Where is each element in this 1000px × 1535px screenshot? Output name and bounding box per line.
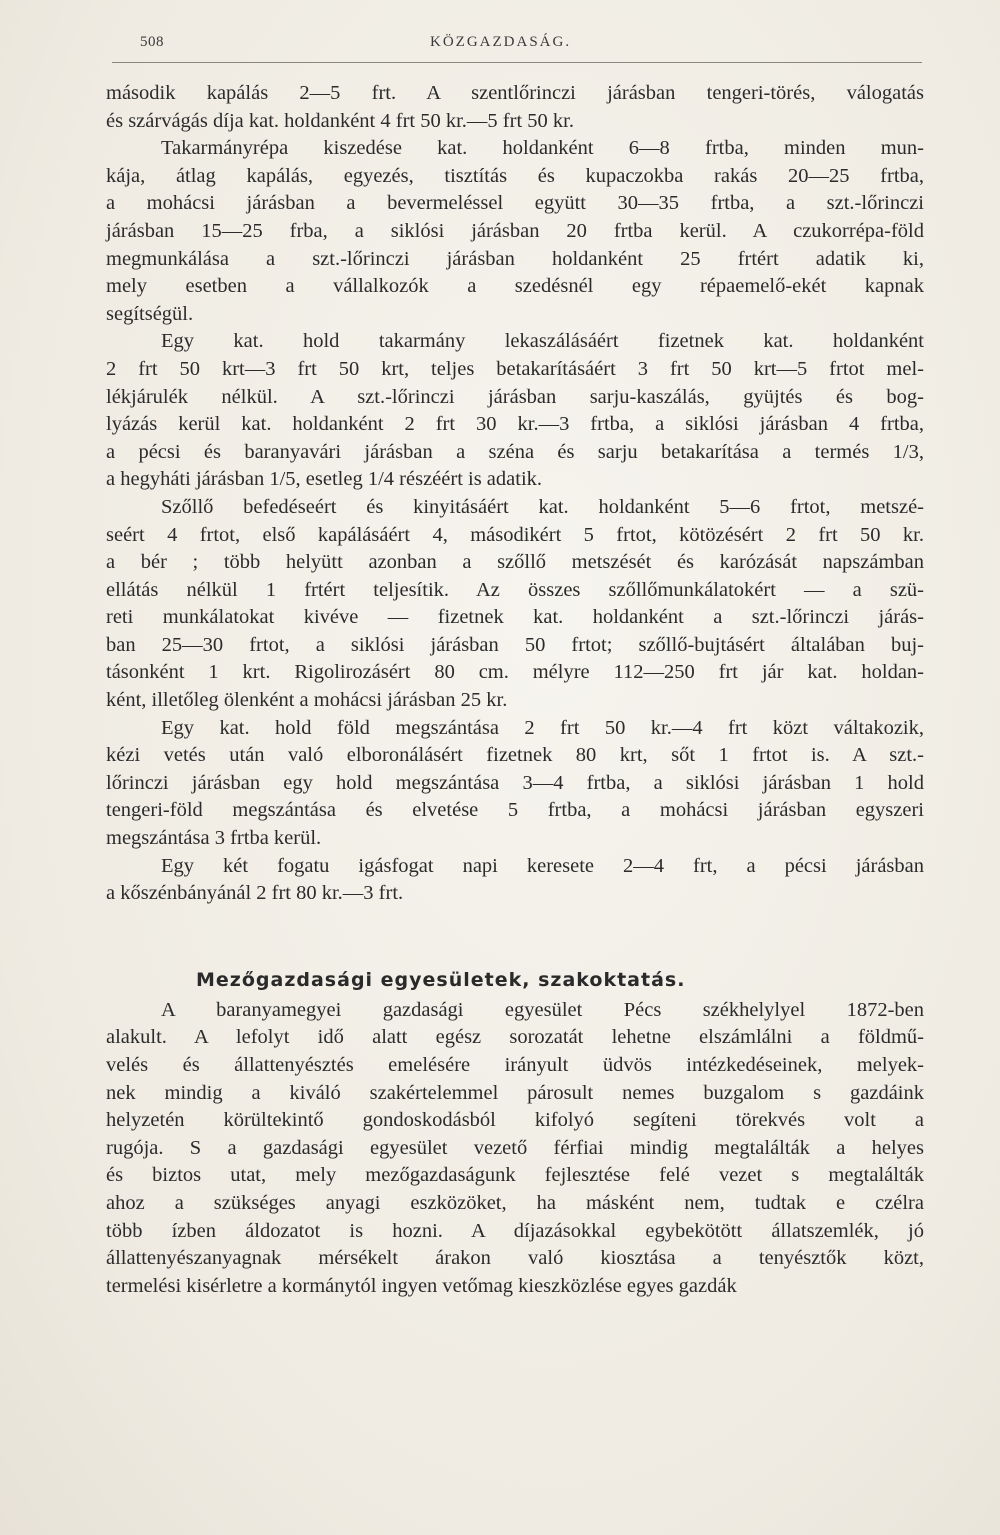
text-line: járásban 15—25 frba, a siklósi járásban 20 frtba kerül. A czukorrépa-föld bbox=[106, 219, 924, 242]
text-line: állattenyészanyagnak mérsékelt árakon való kiosztása a tenyésztők közt, bbox=[106, 1247, 924, 1270]
section-heading: Mezőgazdasági egyesületek, szakoktatás. bbox=[196, 968, 686, 991]
text-line: reti munkálatokat kivéve — fizetnek kat. holdanként a szt.-lőrinczi járás- bbox=[106, 606, 924, 629]
paragraph bbox=[106, 328, 924, 494]
text-line: kézi vetés után való elboronálásért fizetnek 80 krt, sőt 1 frtot is. A szt.- bbox=[106, 744, 924, 767]
text-line: és szárvágás díja kat. holdanként 4 frt 50 kr.—5 frt 50 kr. bbox=[106, 109, 574, 132]
text-line: ellátás nélkül 1 frtért teljesítik. Az összes szőllőmunkálatokért — a szü- bbox=[106, 578, 924, 601]
text-line: megmunkálása a szt.-lőrinczi járásban holdanként 25 frtért adatik ki, bbox=[106, 247, 924, 270]
text-line: ban 25—30 frtot, a siklósi járásban 50 frtot; szőllő-bujtásért általában buj- bbox=[106, 633, 924, 656]
text-line: mely esetben a vállalkozók a szedésnél egy répaemelő-ekét kapnak bbox=[106, 275, 924, 298]
text-line: alakult. A lefolyt idő alatt egész sorozatát lehetne elszámlálni a földmű- bbox=[106, 1026, 924, 1049]
text-line: a pécsi és baranyavári járásban a széna és sarju betakarítása a termés 1/3, bbox=[106, 440, 924, 463]
text-line: a hegyháti járásban 1/5, esetleg 1/4 részéért is adatik. bbox=[106, 468, 543, 491]
text-line: második kapálás 2—5 frt. A szentlőrinczi járásban tengeri-törés, válogatás bbox=[106, 82, 924, 104]
text-line: nek mindig a kiváló szakértelemmel párosult nemes buzgalom s gazdáink bbox=[106, 1081, 924, 1104]
page-body bbox=[106, 80, 924, 1300]
paragraph bbox=[106, 997, 924, 1301]
text-line: Szőllő befedéseért és kinyitásáért kat. holdanként 5—6 frtot, metszé- bbox=[161, 495, 924, 518]
text-line: ahoz a szükséges anyagi eszközöket, ha másként nem, tudtak e czélra bbox=[106, 1191, 924, 1214]
text-line: a mohácsi járásban a bevermeléssel együtt 30—35 frtba, a szt.-lőrinczi bbox=[106, 192, 924, 215]
text-line: helyzetén körültekintő gondoskodásból kifolyó segíteni törekvés volt a bbox=[106, 1109, 924, 1132]
text-line: tásonként 1 krt. Rigolirozásért 80 cm. mélyre 112—250 frt jár kat. holdan- bbox=[106, 661, 924, 684]
top-section bbox=[106, 80, 924, 908]
paragraph bbox=[106, 494, 924, 715]
text-line: Takarmányrépa kiszedése kat. holdanként 6—8 frtba, minden mun- bbox=[161, 137, 924, 160]
page-number: 508 bbox=[140, 34, 164, 50]
text-line: 2 frt 50 krt—3 frt 50 krt, teljes betakarításáért 3 frt 50 krt—5 frtot mel- bbox=[106, 357, 924, 380]
running-title: KÖZGAZDASÁG. bbox=[430, 34, 572, 50]
text-line: megszántása 3 frtba kerül. bbox=[106, 827, 322, 850]
text-line: Egy kat. hold föld megszántása 2 frt 50 kr.—4 frt közt váltakozik, bbox=[161, 716, 924, 739]
text-line: termelési kisérletre a kormánytól ingyen vetőmag kieszközlése egyes gazdák bbox=[106, 1274, 737, 1297]
text-line: segítségül. bbox=[106, 302, 194, 325]
paragraph bbox=[106, 135, 924, 328]
text-line: lékjárulék nélkül. A szt.-lőrinczi járásban sarju-kaszálás, gyüjtés és bog- bbox=[106, 385, 924, 408]
text-line: seért 4 frtot, első kapálásáért 4, másodikért 5 frtot, kötözésért 2 frt 50 kr. bbox=[106, 523, 924, 546]
text-line: és biztos utat, mely mezőgazdaságunk fejlesztése felé vezet s megtalálták bbox=[106, 1164, 924, 1187]
section-spacer bbox=[106, 908, 924, 963]
header-rule bbox=[112, 62, 922, 63]
text-line: Egy két fogatu igásfogat napi keresete 2—4 frt, a pécsi járásban bbox=[161, 854, 924, 877]
text-line: a kőszénbányánál 2 frt 80 kr.—3 frt. bbox=[106, 882, 404, 905]
paragraph bbox=[106, 80, 924, 135]
text-line: a bér ; több helyütt azonban a szőllő metszését és karózását napszámban bbox=[106, 551, 924, 574]
text-line: rugója. S a gazdasági egyesület vezető férfiai mindig megtalálták a helyes bbox=[106, 1136, 924, 1159]
text-line: több ízben áldozatot is hozni. A díjazásokkal egybekötött állatszemlék, jó bbox=[106, 1219, 924, 1242]
paragraph bbox=[106, 853, 924, 908]
page-header bbox=[140, 34, 920, 58]
text-line: ként, illetőleg ölenként a mohácsi járásban 25 kr. bbox=[106, 689, 508, 712]
paragraph bbox=[106, 715, 924, 853]
text-line: A baranyamegyei gazdasági egyesület Pécs székhelylyel 1872-ben bbox=[161, 998, 924, 1021]
text-line: Egy kat. hold takarmány lekaszálásáért fizetnek kat. holdanként bbox=[161, 330, 924, 353]
text-line: lyázás kerül kat. holdanként 2 frt 30 kr.—3 frtba, a siklósi járásban 4 frtba, bbox=[106, 413, 924, 436]
text-line: tengeri-föld megszántása és elvetése 5 frtba, a mohácsi járásban egyszeri bbox=[106, 799, 924, 822]
text-line: velés és állattenyésztés emelésére irányult üdvös intézkedéseinek, melyek- bbox=[106, 1054, 924, 1076]
text-line: kája, átlag kapálás, egyezés, tisztítás és kupaczokba rakás 20—25 frtba, bbox=[106, 164, 924, 187]
text-line: lőrinczi járásban egy hold megszántása 3—4 frtba, a siklósi járásban 1 hold bbox=[106, 771, 924, 794]
bottom-section bbox=[106, 997, 924, 1301]
